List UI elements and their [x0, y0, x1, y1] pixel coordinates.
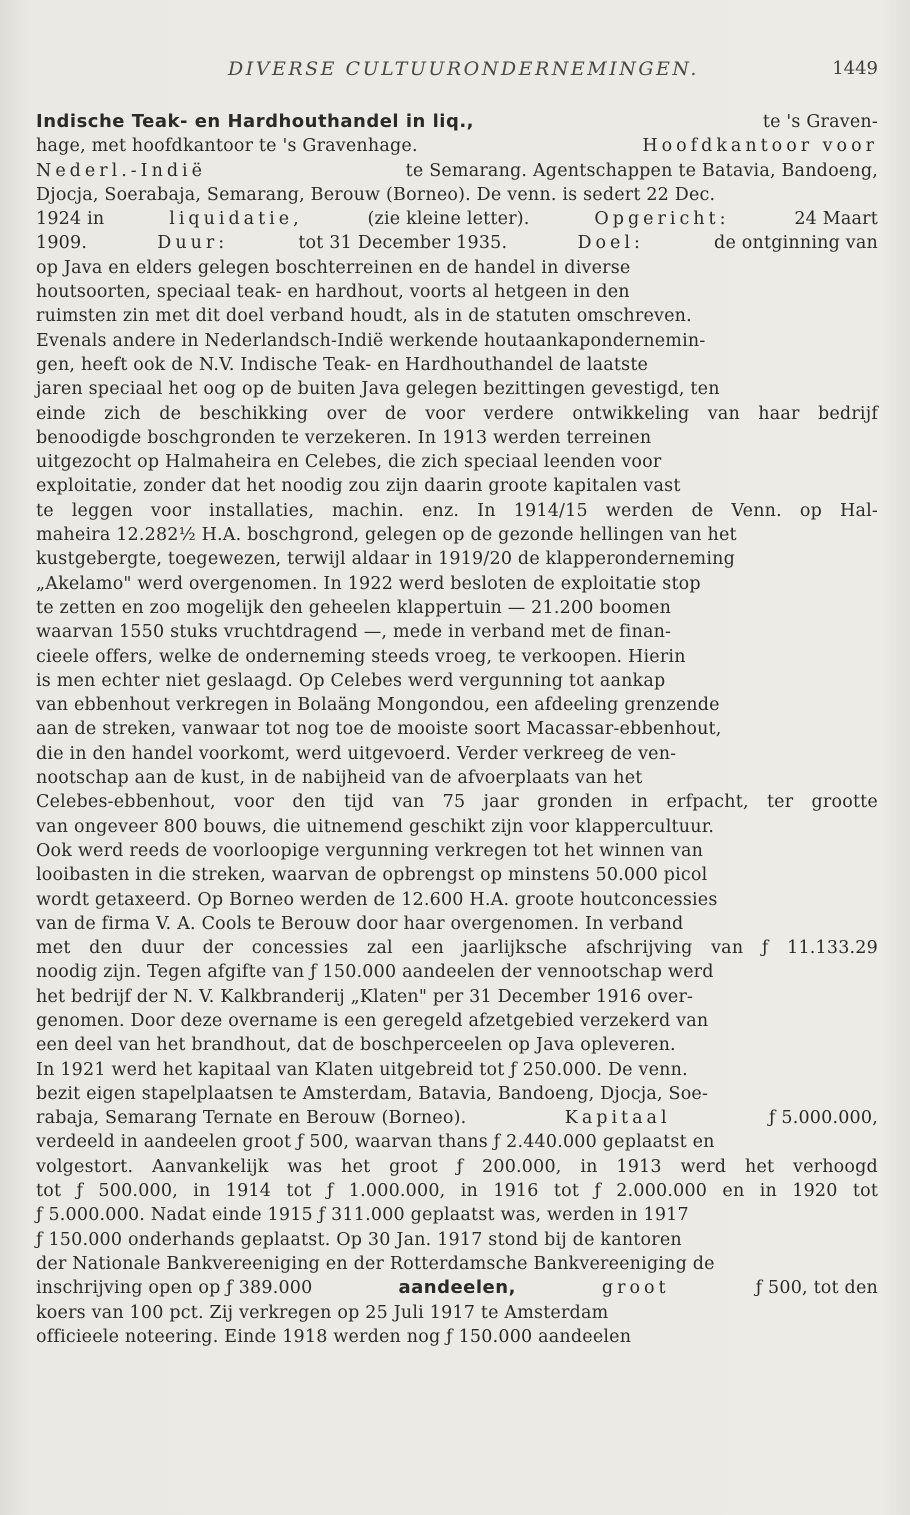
text-segment: 24 Maart	[794, 209, 878, 230]
running-title: DIVERSE CULTUURONDERNEMINGEN.	[228, 58, 699, 80]
text-segment: ruimsten zin met dit doel verband houdt, als in de statuten omschreven.	[36, 306, 692, 327]
text-segment: te leggen voor installaties, machin. enz. In 1914/15 werden de Venn. op Hal-	[36, 500, 878, 521]
text-line	[36, 669, 878, 693]
text-segment: maheira 12.282½ H.A. boschgrond, gelegen op de gezonde hellingen van het	[36, 525, 737, 546]
text-segment: van ebbenhout verkregen in Bolaäng Mongondou, een afdeeling grenzende	[36, 695, 720, 716]
text-segment: noodig zijn. Tegen afgifte van ƒ 150.000 aandeelen der vennootschap werd	[36, 962, 714, 983]
text-line	[36, 207, 878, 231]
text-line	[36, 280, 878, 304]
text-line	[36, 936, 878, 960]
text-segment: Celebes-ebbenhout, voor den tijd van 75 jaar gronden in erfpacht, ter grootte	[36, 792, 878, 813]
text-line	[36, 912, 878, 936]
text-segment: einde zich de beschikking over de voor verdere ontwikkeling van haar bedrijf	[36, 403, 878, 424]
text-line	[36, 960, 878, 984]
text-line	[36, 1009, 878, 1033]
text-segment: Evenals andere in Nederlandsch-Indië werkende houtaankapondernemin-	[36, 330, 706, 351]
text-segment: uitgezocht op Halmaheira en Celebes, die zich speciaal leenden voor	[36, 452, 662, 473]
text-segment: tot 31 December 1935.	[298, 233, 508, 254]
text-line	[36, 572, 878, 596]
text-segment: der Nationale Bankvereeniging en der Rotterdamsche Bankvereeniging de	[36, 1253, 715, 1274]
text-segment: houtsoorten, speciaal teak- en hardhout, voorts al hetgeen in den	[36, 282, 630, 303]
text-segment: volgestort. Aanvankelijk was het groot ƒ 200.000, in 1913 werd het verhoogd	[36, 1156, 878, 1177]
spaced-text: Hoofdkantoor voor	[642, 136, 878, 157]
spaced-text: Kapitaal	[564, 1108, 671, 1129]
text-line	[36, 231, 878, 255]
text-segment: benoodigde boschgronden te verzekeren. In 1913 werden terreinen	[36, 427, 652, 448]
text-segment: te Semarang. Agentschappen te Batavia, Bandoeng,	[405, 160, 878, 181]
text-segment: 1909.	[36, 233, 88, 254]
text-segment: met den duur der concessies zal een jaarlijksche afschrijving van ƒ 11.133.29	[36, 938, 878, 959]
text-segment: gen, heeft ook de N.V. Indische Teak- en Hardhouthandel de laatste	[36, 354, 649, 375]
body-paragraph	[36, 110, 878, 1349]
text-segment: bezit eigen stapelplaatsen te Amsterdam, Batavia, Bandoeng, Djocja, Soe-	[36, 1083, 709, 1104]
text-line	[36, 523, 878, 547]
text-line	[36, 1033, 878, 1057]
text-line	[36, 985, 878, 1009]
text-line	[36, 1276, 878, 1300]
text-line	[36, 183, 878, 207]
text-line	[36, 1058, 878, 1082]
text-line	[36, 1179, 878, 1203]
text-segment: cieele offers, welke de onderneming steeds vroeg, te verkoopen. Hierin	[36, 646, 686, 667]
text-line	[36, 474, 878, 498]
text-segment: Djocja, Soerabaja, Semarang, Berouw (Borneo). De venn. is sedert 22 Dec.	[36, 184, 716, 205]
text-segment: het bedrijf der N. V. Kalkbranderij „Klaten" per 31 December 1916 over-	[36, 986, 694, 1007]
text-line	[36, 1228, 878, 1252]
text-segment: te 's Graven-	[762, 112, 878, 132]
text-segment: koers van 100 pct. Zij verkregen op 25 Juli 1917 te Amsterdam	[36, 1302, 609, 1323]
text-line	[36, 1301, 878, 1325]
text-segment: genomen. Door deze overname is een geregeld afzetgebied verzekerd van	[36, 1010, 709, 1031]
text-line	[36, 790, 878, 814]
text-line	[36, 693, 878, 717]
text-segment: kustgebergte, toegewezen, terwijl aldaar in 1919/20 de klapperonderneming	[36, 549, 736, 570]
text-segment: de ontginning van	[714, 233, 878, 254]
text-line	[36, 766, 878, 790]
spaced-text: Doel:	[577, 233, 644, 254]
spaced-text: liquidatie,	[169, 209, 303, 230]
text-line	[36, 717, 878, 741]
text-segment: waarvan 1550 stuks vruchtdragend —, mede in verband met de finan-	[36, 622, 672, 643]
text-segment: die in den handel voorkomt, werd uitgevoerd. Verder verkreeg de ven-	[36, 743, 677, 764]
text-line	[36, 620, 878, 644]
page-number: 1449	[832, 58, 878, 79]
text-segment: ƒ 500, tot den	[755, 1278, 878, 1299]
text-line	[36, 134, 878, 158]
text-line	[36, 402, 878, 426]
text-segment: te zetten en zoo mogelijk den geheelen klappertuin — 21.200 boomen	[36, 597, 672, 618]
text-line	[36, 159, 878, 183]
text-segment: „Akelamo" werd overgenomen. In 1922 werd besloten de exploitatie stop	[36, 573, 701, 594]
text-line	[36, 1082, 878, 1106]
text-segment: ƒ 5.000.000. Nadat einde 1915 ƒ 311.000 geplaatst was, werden in 1917	[36, 1205, 689, 1226]
text-line	[36, 547, 878, 571]
text-line	[36, 1130, 878, 1154]
text-segment: Ook werd reeds de voorloopige vergunning verkregen tot het winnen van	[36, 840, 704, 861]
text-segment: op Java en elders gelegen boschterreinen en de handel in diverse	[36, 257, 631, 278]
text-segment: van de firma V. A. Cools te Berouw door haar overgenomen. In verband	[36, 913, 684, 934]
spaced-text: Duur:	[157, 233, 229, 254]
text-line	[36, 1155, 878, 1179]
text-segment: tot ƒ 500.000, in 1914 tot ƒ 1.000.000, in 1916 tot ƒ 2.000.000 en in 1920 tot	[36, 1181, 879, 1202]
text-line	[36, 1106, 878, 1130]
text-line	[36, 353, 878, 377]
text-line	[36, 304, 878, 328]
text-line	[36, 863, 878, 887]
text-segment: rabaja, Semarang Ternate en Berouw (Borneo).	[36, 1108, 467, 1129]
text-line	[36, 110, 878, 134]
spaced-text: Nederl.-Indië	[36, 160, 207, 181]
text-line	[36, 256, 878, 280]
text-line	[36, 377, 878, 401]
text-line	[36, 1203, 878, 1227]
text-line	[36, 450, 878, 474]
text-segment: aan de streken, vanwaar tot nog toe de mooiste soort Macassar-ebbenhout,	[36, 719, 722, 740]
text-line	[36, 645, 878, 669]
text-segment: In 1921 werd het kapitaal van Klaten uitgebreid tot ƒ 250.000. De venn.	[36, 1059, 688, 1080]
bold-text: aandeelen,	[398, 1277, 516, 1299]
text-segment: exploitatie, zonder dat het noodig zou zijn daarin groote kapitalen vast	[36, 476, 681, 497]
spaced-text: Opgericht:	[594, 209, 730, 230]
text-segment: 1924 in	[36, 209, 105, 230]
text-line	[36, 839, 878, 863]
text-segment: ƒ 150.000 onderhands geplaatst. Op 30 Jan. 1917 stond bij de kantoren	[36, 1229, 682, 1250]
bold-text: Indische Teak- en Hardhouthandel in liq.,	[36, 111, 475, 132]
text-segment: looibasten in die streken, waarvan de opbrengst op minstens 50.000 picol	[36, 865, 708, 886]
text-line	[36, 596, 878, 620]
text-segment: wordt getaxeerd. Op Borneo werden de 12.600 H.A. groote houtconcessies	[36, 889, 718, 910]
text-line	[36, 815, 878, 839]
text-line	[36, 742, 878, 766]
text-segment: verdeeld in aandeelen groot ƒ 500, waarvan thans ƒ 2.440.000 geplaatst en	[36, 1132, 715, 1153]
text-segment: hage, met hoofdkantoor te 's Gravenhage.	[36, 136, 418, 157]
text-line	[36, 1325, 878, 1349]
text-line	[36, 888, 878, 912]
text-segment: officieele noteering. Einde 1918 werden nog ƒ 150.000 aandeelen	[36, 1326, 632, 1347]
text-segment: inschrijving open op ƒ 389.000	[36, 1278, 313, 1299]
text-segment: jaren speciaal het oog op de buiten Java gelegen bezittingen gevestigd, ten	[36, 379, 720, 400]
text-line	[36, 426, 878, 450]
text-line	[36, 499, 878, 523]
text-line	[36, 329, 878, 353]
text-line	[36, 1252, 878, 1276]
text-segment: (zie kleine letter).	[367, 209, 530, 230]
text-segment: is men echter niet geslaagd. Op Celebes werd vergunning tot aankap	[36, 670, 666, 691]
page-header	[0, 58, 910, 84]
text-segment: ƒ 5.000.000,	[768, 1108, 878, 1129]
text-segment: nootschap aan de kust, in de nabijheid van de afvoerplaats van het	[36, 768, 643, 789]
text-segment: van ongeveer 800 bouws, die uitnemend geschikt zijn voor klappercultuur.	[36, 816, 715, 837]
text-segment: een deel van het brandhout, dat de boschperceelen op Java opleveren.	[36, 1035, 676, 1056]
spaced-text: groot	[601, 1278, 670, 1299]
